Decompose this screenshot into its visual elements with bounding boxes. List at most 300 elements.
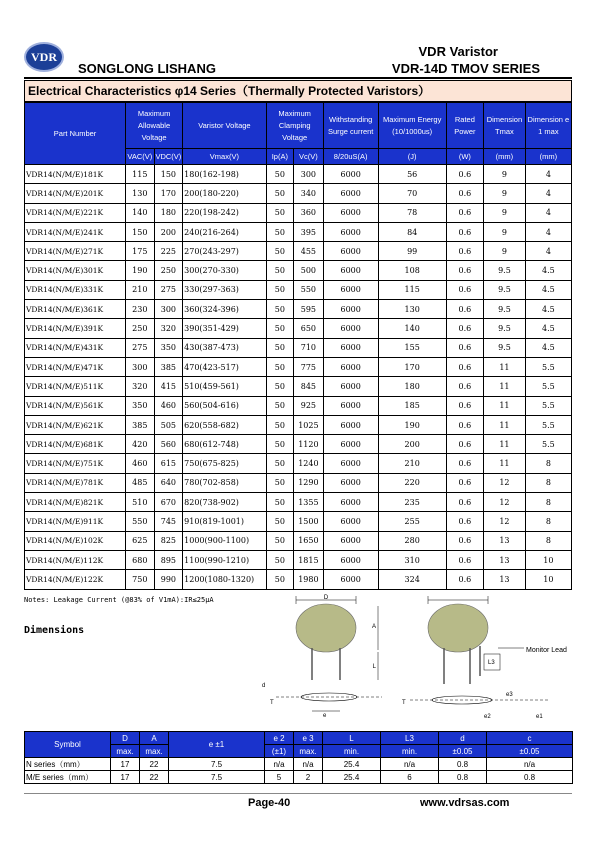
dim-row: [25, 758, 573, 771]
table-cell: 500: [294, 261, 324, 280]
table-cell: 275: [126, 338, 155, 357]
table-cell: 1200(1080-1320): [183, 570, 266, 589]
table-cell: 460: [126, 454, 155, 473]
table-cell: 6000: [323, 242, 378, 261]
part-number-cell: VDR14(N/M/E)751K: [25, 454, 126, 473]
table-cell: 300: [294, 165, 324, 184]
table-cell: 4: [525, 222, 571, 241]
table-cell: 4.5: [525, 261, 571, 280]
table-cell: 8: [525, 473, 571, 492]
table-cell: 6000: [323, 512, 378, 531]
table-cell: 1500: [294, 512, 324, 531]
part-number-cell: VDR14(N/M/E)821K: [25, 493, 126, 512]
table-cell: 50: [266, 242, 293, 261]
label-e2: e2: [484, 714, 491, 720]
label-d: d: [262, 683, 266, 689]
table-cell: 825: [154, 531, 183, 550]
table-cell: 99: [378, 242, 446, 261]
dim-cell: 0.8: [487, 771, 573, 784]
dim-header: A: [140, 732, 169, 745]
table-cell: 750(675-825): [183, 454, 266, 473]
table-cell: 11: [484, 415, 526, 434]
notes: Notes: Leakage Current (@83% of V1mA):IR≤25μA: [24, 596, 214, 604]
part-number-cell: VDR14(N/M/E)471K: [25, 357, 126, 376]
table-cell: 250: [154, 261, 183, 280]
table-cell: 680: [126, 550, 155, 569]
table-cell: 11: [484, 357, 526, 376]
header-part-number: Part Number: [25, 103, 126, 165]
table-cell: 0.6: [446, 493, 483, 512]
sub-header: (J): [378, 149, 446, 165]
table-cell: 275: [154, 280, 183, 299]
table-cell: 680(612-748): [183, 435, 266, 454]
table-cell: 0.6: [446, 165, 483, 184]
header-power: Rated Power: [446, 103, 483, 149]
dim-sub-header: max.: [140, 745, 169, 758]
table-cell: 225: [154, 242, 183, 261]
table-row: [25, 377, 572, 396]
table-cell: 470(423-517): [183, 357, 266, 376]
table-cell: 775: [294, 357, 324, 376]
header-varistor-voltage: Varistor Voltage: [183, 103, 266, 149]
table-cell: 11: [484, 435, 526, 454]
sub-header: VAC(V): [126, 149, 155, 165]
table-cell: 50: [266, 203, 293, 222]
sub-header: (W): [446, 149, 483, 165]
table-cell: 1240: [294, 454, 324, 473]
label-T: T: [270, 700, 274, 706]
table-cell: 6000: [323, 473, 378, 492]
table-row: [25, 242, 572, 261]
part-number-cell: VDR14(N/M/E)911K: [25, 512, 126, 531]
table-cell: 0.6: [446, 570, 483, 589]
table-cell: 50: [266, 454, 293, 473]
table-cell: 1355: [294, 493, 324, 512]
dim-header: D: [111, 732, 140, 745]
part-number-cell: VDR14(N/M/E)271K: [25, 242, 126, 261]
table-cell: 5.5: [525, 435, 571, 454]
table-cell: 5.5: [525, 357, 571, 376]
dim-sub-header: min.: [323, 745, 381, 758]
table-row: [25, 184, 572, 203]
table-cell: 230: [126, 300, 155, 319]
table-cell: 50: [266, 415, 293, 434]
table-cell: 250: [126, 319, 155, 338]
table-cell: 0.6: [446, 512, 483, 531]
table-cell: 510(459-561): [183, 377, 266, 396]
table-cell: 300(270-330): [183, 261, 266, 280]
table-cell: 175: [126, 242, 155, 261]
table-cell: 4: [525, 242, 571, 261]
table-cell: 50: [266, 550, 293, 569]
part-number-cell: VDR14(N/M/E)122K: [25, 570, 126, 589]
table-cell: 330(297-363): [183, 280, 266, 299]
dim-cell: 7.5: [169, 758, 265, 771]
header-e1max: Dimension e 1 max: [525, 103, 571, 149]
product-series: VDR-14D TMOV SERIES: [391, 61, 540, 76]
table-cell: 115: [378, 280, 446, 299]
table-cell: 0.6: [446, 435, 483, 454]
table-cell: 12: [484, 473, 526, 492]
table-cell: 0.6: [446, 396, 483, 415]
table-cell: 9: [484, 184, 526, 203]
part-number-cell: VDR14(N/M/E)241K: [25, 222, 126, 241]
table-row: [25, 473, 572, 492]
part-number-cell: VDR14(N/M/E)621K: [25, 415, 126, 434]
table-cell: 820(738-902): [183, 493, 266, 512]
table-cell: 1120: [294, 435, 324, 454]
dimension-table: [24, 731, 573, 784]
dim-row: [25, 771, 573, 784]
dim-header: e ±1: [169, 732, 265, 758]
table-row: [25, 512, 572, 531]
table-cell: 12: [484, 493, 526, 512]
dim-sub-header: ±0.05: [487, 745, 573, 758]
table-cell: 710: [294, 338, 324, 357]
part-number-cell: VDR14(N/M/E)361K: [25, 300, 126, 319]
varistor-drawing-n-series: [258, 592, 398, 722]
table-cell: 560: [154, 435, 183, 454]
table-cell: 6000: [323, 435, 378, 454]
table-cell: 320: [126, 377, 155, 396]
table-cell: 180: [378, 377, 446, 396]
table-cell: 4.5: [525, 300, 571, 319]
table-cell: 0.6: [446, 319, 483, 338]
label-e1: e1: [536, 714, 543, 720]
table-cell: 0.6: [446, 261, 483, 280]
table-cell: 220: [378, 473, 446, 492]
series-label: N series（mm）: [25, 758, 111, 771]
table-row: [25, 319, 572, 338]
table-cell: 11: [484, 396, 526, 415]
part-number-cell: VDR14(N/M/E)112K: [25, 550, 126, 569]
table-cell: 1815: [294, 550, 324, 569]
table-cell: 510: [126, 493, 155, 512]
table-cell: 9: [484, 222, 526, 241]
table-cell: 6000: [323, 415, 378, 434]
table-cell: 6000: [323, 165, 378, 184]
table-cell: 0.6: [446, 415, 483, 434]
table-cell: 170: [378, 357, 446, 376]
table-cell: 50: [266, 396, 293, 415]
table-cell: 640: [154, 473, 183, 492]
dim-cell: 0.8: [439, 758, 487, 771]
table-cell: 8: [525, 531, 571, 550]
table-cell: 13: [484, 531, 526, 550]
table-cell: 12: [484, 512, 526, 531]
table-cell: 200(180-220): [183, 184, 266, 203]
table-cell: 0.6: [446, 242, 483, 261]
table-cell: 625: [126, 531, 155, 550]
table-cell: 420: [126, 435, 155, 454]
series-label: M/E series（mm）: [25, 771, 111, 784]
table-cell: 360: [294, 203, 324, 222]
table-cell: 385: [154, 357, 183, 376]
table-cell: 8: [525, 493, 571, 512]
table-cell: 6000: [323, 261, 378, 280]
table-cell: 550: [126, 512, 155, 531]
table-cell: 1650: [294, 531, 324, 550]
table-cell: 150: [126, 222, 155, 241]
part-number-cell: VDR14(N/M/E)511K: [25, 377, 126, 396]
table-cell: 615: [154, 454, 183, 473]
table-cell: 0.6: [446, 280, 483, 299]
table-cell: 50: [266, 473, 293, 492]
table-cell: 595: [294, 300, 324, 319]
table-cell: 670: [154, 493, 183, 512]
table-row: [25, 570, 572, 589]
table-cell: 6000: [323, 184, 378, 203]
table-cell: 4: [525, 203, 571, 222]
dim-cell: 2: [294, 771, 323, 784]
table-cell: 50: [266, 338, 293, 357]
table-cell: 13: [484, 550, 526, 569]
sub-header: (mm): [525, 149, 571, 165]
table-cell: 9.5: [484, 338, 526, 357]
table-row: [25, 261, 572, 280]
dimensions-title: Dimensions: [24, 625, 85, 636]
part-number-cell: VDR14(N/M/E)221K: [25, 203, 126, 222]
table-cell: 11: [484, 454, 526, 473]
table-cell: 200: [154, 222, 183, 241]
table-cell: 385: [126, 415, 155, 434]
sub-header: Vmax(V): [183, 149, 266, 165]
table-cell: 170: [154, 184, 183, 203]
label-e: e: [323, 713, 327, 719]
table-cell: 455: [294, 242, 324, 261]
table-cell: 9.5: [484, 261, 526, 280]
dim-sub-header: max.: [294, 745, 323, 758]
dim-cell: 25.4: [323, 771, 381, 784]
dim-header: L3: [381, 732, 439, 745]
table-cell: 300: [154, 300, 183, 319]
table-cell: 6000: [323, 396, 378, 415]
table-cell: 56: [378, 165, 446, 184]
dim-header: e 3: [294, 732, 323, 745]
table-cell: 6000: [323, 203, 378, 222]
dimension-body: [25, 758, 573, 784]
part-number-cell: VDR14(N/M/E)781K: [25, 473, 126, 492]
table-cell: 320: [154, 319, 183, 338]
table-cell: 395: [294, 222, 324, 241]
table-cell: 5.5: [525, 377, 571, 396]
table-cell: 310: [378, 550, 446, 569]
table-cell: 70: [378, 184, 446, 203]
dim-cell: 0.8: [439, 771, 487, 784]
label-e3: e3: [506, 692, 513, 698]
varistor-disc: [428, 604, 488, 652]
table-cell: 0.6: [446, 300, 483, 319]
section-title: Electrical Characteristics φ14 Series（Thermally Protected Varistors）: [24, 80, 572, 102]
part-number-cell: VDR14(N/M/E)431K: [25, 338, 126, 357]
table-row: [25, 357, 572, 376]
varistor-disc: [296, 604, 356, 652]
table-row: [25, 280, 572, 299]
table-cell: 50: [266, 261, 293, 280]
sub-header: Ip(A): [266, 149, 293, 165]
table-cell: 185: [378, 396, 446, 415]
table-cell: 620(558-682): [183, 415, 266, 434]
table-cell: 485: [126, 473, 155, 492]
table-cell: 4: [525, 165, 571, 184]
table-cell: 460: [154, 396, 183, 415]
table-cell: 9.5: [484, 319, 526, 338]
table-cell: 780(702-858): [183, 473, 266, 492]
header-rule: [24, 77, 572, 79]
dim-cell: 6: [381, 771, 439, 784]
dim-cell: n/a: [265, 758, 294, 771]
table-cell: 140: [378, 319, 446, 338]
table-cell: 130: [126, 184, 155, 203]
table-cell: 4.5: [525, 338, 571, 357]
table-cell: 240(216-264): [183, 222, 266, 241]
table-cell: 108: [378, 261, 446, 280]
table-cell: 50: [266, 184, 293, 203]
table-cell: 50: [266, 300, 293, 319]
sub-header: 8/20uS(A): [323, 149, 378, 165]
table-cell: 150: [154, 165, 183, 184]
table-cell: 9: [484, 203, 526, 222]
dim-cell: 22: [140, 771, 169, 784]
table-row: [25, 415, 572, 434]
table-cell: 390(351-429): [183, 319, 266, 338]
part-number-cell: VDR14(N/M/E)201K: [25, 184, 126, 203]
table-cell: 9: [484, 242, 526, 261]
table-cell: 78: [378, 203, 446, 222]
table-cell: 895: [154, 550, 183, 569]
table-cell: 50: [266, 377, 293, 396]
table-row: [25, 454, 572, 473]
table-row: [25, 493, 572, 512]
table-cell: 0.6: [446, 338, 483, 357]
table-cell: 190: [378, 415, 446, 434]
table-cell: 84: [378, 222, 446, 241]
table-cell: 6000: [323, 357, 378, 376]
table-cell: 6000: [323, 531, 378, 550]
table-cell: 0.6: [446, 377, 483, 396]
table-cell: 6000: [323, 493, 378, 512]
table-cell: 300: [126, 357, 155, 376]
dim-cell: 17: [111, 771, 140, 784]
table-cell: 130: [378, 300, 446, 319]
table-cell: 350: [154, 338, 183, 357]
table-cell: 220(198-242): [183, 203, 266, 222]
table-cell: 6000: [323, 570, 378, 589]
table-cell: 210: [378, 454, 446, 473]
table-cell: 270(243-297): [183, 242, 266, 261]
table-row: [25, 300, 572, 319]
table-cell: 180: [154, 203, 183, 222]
table-cell: 6000: [323, 222, 378, 241]
table-cell: 0.6: [446, 473, 483, 492]
table-cell: 1025: [294, 415, 324, 434]
table-cell: 50: [266, 570, 293, 589]
table-cell: 360(324-396): [183, 300, 266, 319]
part-number-cell: VDR14(N/M/E)181K: [25, 165, 126, 184]
table-row: [25, 531, 572, 550]
part-number-cell: VDR14(N/M/E)681K: [25, 435, 126, 454]
table-cell: 210: [126, 280, 155, 299]
table-cell: 8: [525, 454, 571, 473]
table-cell: 6000: [323, 377, 378, 396]
table-row: [25, 203, 572, 222]
table-cell: 6000: [323, 300, 378, 319]
table-cell: 180(162-198): [183, 165, 266, 184]
table-cell: 200: [378, 435, 446, 454]
dim-header-symbol: Symbol: [25, 732, 111, 758]
table-cell: 115: [126, 165, 155, 184]
table-cell: 0.6: [446, 184, 483, 203]
table-cell: 8: [525, 512, 571, 531]
table-row: [25, 550, 572, 569]
table-cell: 0.6: [446, 531, 483, 550]
sub-header: (mm): [484, 149, 526, 165]
table-cell: 4.5: [525, 319, 571, 338]
table-cell: 190: [126, 261, 155, 280]
table-cell: 6000: [323, 280, 378, 299]
table-cell: 235: [378, 493, 446, 512]
table-cell: 0.6: [446, 550, 483, 569]
table-cell: 4.5: [525, 280, 571, 299]
table-cell: 324: [378, 570, 446, 589]
part-number-cell: VDR14(N/M/E)391K: [25, 319, 126, 338]
table-cell: 6000: [323, 454, 378, 473]
sub-header: Vc(V): [294, 149, 324, 165]
header-surge: Withstanding Surge current: [323, 103, 378, 149]
page-number: Page-40: [248, 797, 291, 809]
dim-sub-header: (±1): [265, 745, 294, 758]
table-cell: 1980: [294, 570, 324, 589]
table-cell: 6000: [323, 319, 378, 338]
table-cell: 255: [378, 512, 446, 531]
label-A: A: [371, 624, 376, 630]
footer-rule: [24, 793, 572, 794]
table-cell: 50: [266, 531, 293, 550]
table-cell: 5.5: [525, 396, 571, 415]
table-cell: 430(387-473): [183, 338, 266, 357]
part-number-cell: VDR14(N/M/E)102K: [25, 531, 126, 550]
website: www.vdrsas.com: [420, 797, 510, 809]
table-cell: 0.6: [446, 454, 483, 473]
table-cell: 750: [126, 570, 155, 589]
header-max-voltage: Maximum Allowable Voltage: [126, 103, 183, 149]
dim-cell: n/a: [381, 758, 439, 771]
table-cell: 925: [294, 396, 324, 415]
characteristics-table: [24, 102, 572, 590]
table-cell: 6000: [323, 338, 378, 357]
dim-sub-header: min.: [381, 745, 439, 758]
table-row: [25, 435, 572, 454]
table-cell: 4: [525, 184, 571, 203]
table-cell: 50: [266, 319, 293, 338]
header-energy: Maximum Energy (10/1000us): [378, 103, 446, 149]
header-clamping: Maximum Clamping Voltage: [266, 103, 323, 149]
varistor-drawing-me-series: [400, 592, 572, 722]
table-row: [25, 222, 572, 241]
table-cell: 0.6: [446, 357, 483, 376]
dim-header: c: [487, 732, 573, 745]
table-cell: 155: [378, 338, 446, 357]
table-cell: 50: [266, 493, 293, 512]
table-cell: 1000(900-1100): [183, 531, 266, 550]
table-cell: 650: [294, 319, 324, 338]
table-cell: 50: [266, 357, 293, 376]
table-cell: 1100(990-1210): [183, 550, 266, 569]
table-cell: 9.5: [484, 300, 526, 319]
table-cell: 13: [484, 570, 526, 589]
dim-cell: 22: [140, 758, 169, 771]
part-number-cell: VDR14(N/M/E)301K: [25, 261, 126, 280]
